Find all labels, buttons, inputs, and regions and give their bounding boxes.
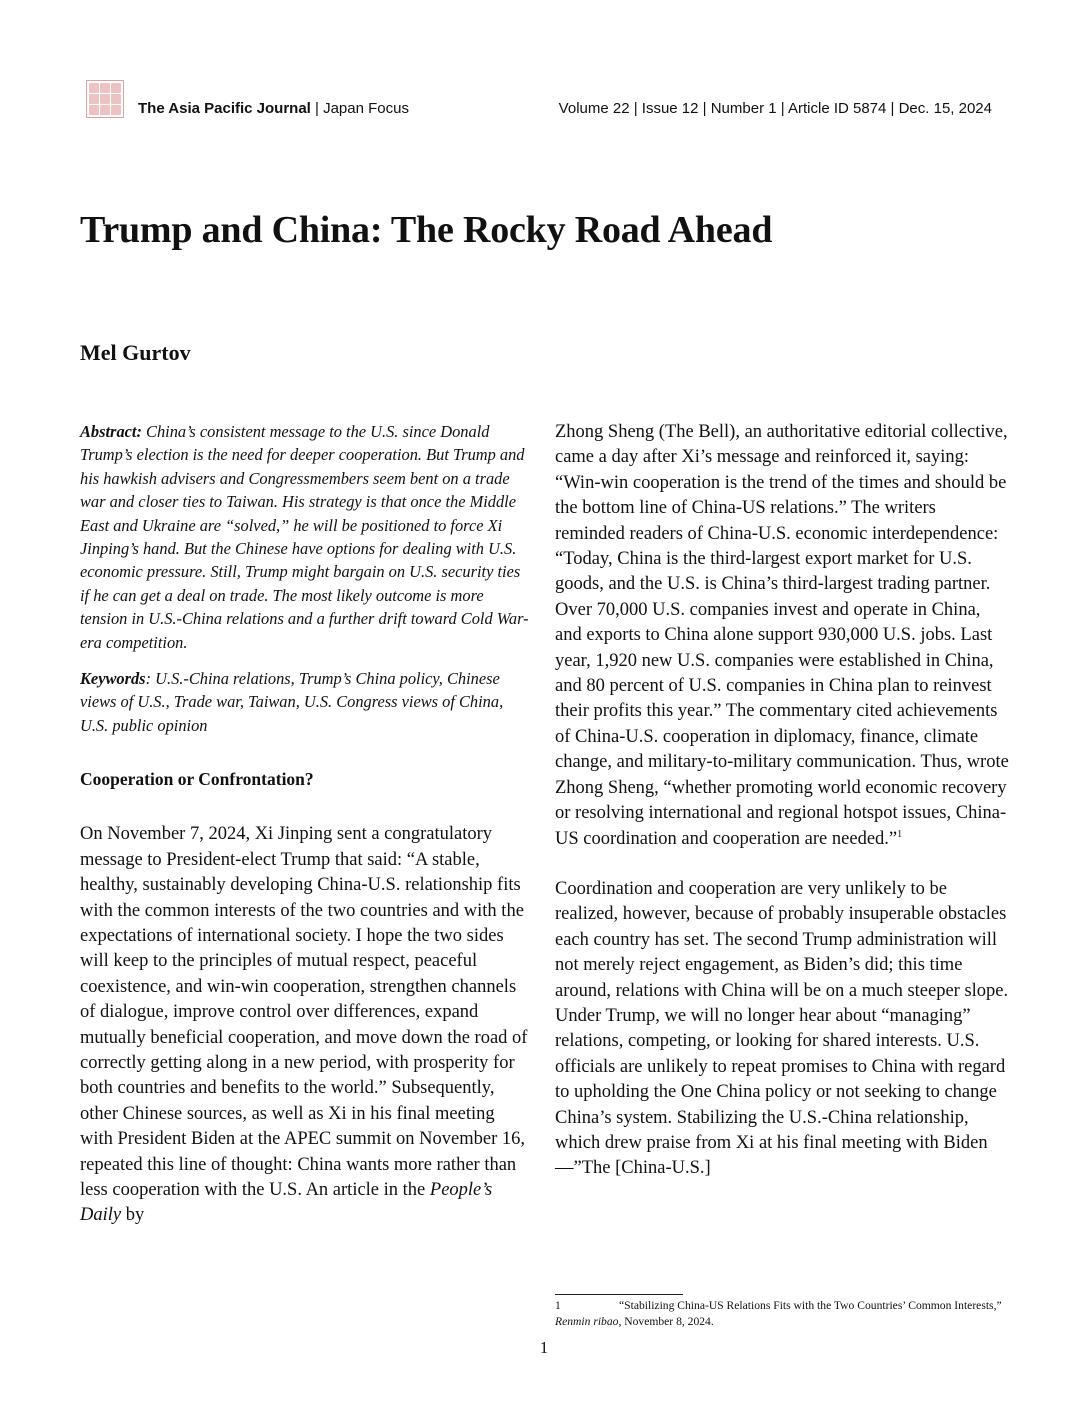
- footnote-reference[interactable]: 1: [897, 828, 903, 840]
- journal-name: [138, 100, 409, 117]
- abstract-label: Abstract:: [80, 422, 142, 441]
- abstract-text: China’s consistent message to the U.S. since Donald Trump’s election is the need for deeper cooperation. But Trump and his hawkish advisers and Congressmembers seem bent on a trade war and closer ties to Taiwan. His strategy is that once the Middle East and Ukraine are “solved,” he will be positioned to force Xi Jinping’s hand. But the Chinese have options for dealing with U.S. economic pressure. Still, Trump might bargain on U.S. security ties if he can get a deal on trade. The most likely outcome is more tension in U.S.-China relations and a further drift toward Cold War-era competition.: [80, 422, 529, 652]
- issue-info: Volume 22 | Issue 12 | Number 1 | Article ID 5874 | Dec. 15, 2024: [558, 100, 992, 117]
- footnote-text: “Stabilizing China-US Relations Fits with the Two Countries’ Common Interests,”: [619, 1299, 1002, 1312]
- article-title: Trump and China: The Rocky Road Ahead: [80, 209, 773, 251]
- body-paragraph: [80, 822, 532, 1229]
- journal-seal-logo-icon: [86, 80, 124, 118]
- right-column: [555, 420, 1010, 1182]
- keywords-text: : U.S.-China relations, Trump’s China policy, Chinese views of U.S., Trade war, Taiwan, U.S. Congress views of China, U.S. public opinion: [80, 669, 504, 735]
- journal-separator: |: [310, 100, 324, 117]
- footnote-text-end: , November 8, 2024.: [618, 1315, 714, 1328]
- section-heading: Cooperation or Confrontation?: [80, 769, 314, 790]
- journal-title: The Asia Pacific Journal: [138, 100, 311, 117]
- publication-name: People’s Daily: [80, 1179, 493, 1226]
- page-header: [86, 80, 992, 120]
- journal-subtitle: Japan Focus: [323, 100, 409, 117]
- abstract: [80, 420, 532, 654]
- body-text-end: by: [121, 1205, 145, 1226]
- page-number: 1: [539, 1338, 549, 1357]
- footnote-number: 1: [555, 1299, 561, 1312]
- body-paragraph: [555, 420, 1010, 852]
- keywords: [80, 667, 532, 737]
- left-column: [80, 420, 532, 1229]
- body-text: On November 7, 2024, Xi Jinping sent a congratulatory message to President-elect Trump that said: “A stable, healthy, sustainably developing China-U.S. relationship fits with the common interests of the two countries and with the expectations of international society. I hope the two sides will keep to the principles of mutual respect, peaceful coexistence, and win-win cooperation, strengthen channels of dialogue, improve control over differences, expand mutually beneficial cooperation, and move down the road of correctly getting along in a new period, with prosperity for both countries and benefits to the world.” Subsequently, other Chinese sources, as well as Xi in his final meeting with President Biden at the APEC summit on November 16, repeated this line of thought: China wants more rather than less cooperation with the U.S. An article in the: [80, 824, 528, 1200]
- article-author: Mel Gurtov: [80, 340, 191, 365]
- body-text: Zhong Sheng (The Bell), an authoritative editorial collective, came a day after Xi’s message and reinforced it, saying: “Win-win cooperation is the trend of the times and should be the bottom line of China-US relations.” The writers reminded readers of China-U.S. economic interdependence: “Today, China is the third-largest export market for U.S. goods, and the U.S. is China’s third-largest trading partner. Over 70,000 U.S. companies invest and operate in China, and exports to China alone support 930,000 U.S. jobs. Last year, 1,920 new U.S. companies were established in China, and 80 percent of U.S. companies in China plan to reinvest their profits this year.” The commentary cited achievements of China-U.S. cooperation in diplomacy, finance, climate change, and military-to-military communication. Thus, wrote Zhong Sheng, “whether promoting world economic recovery or resolving international and regional hotspot issues, China-US coordination and cooperation are needed.”: [555, 422, 1009, 849]
- body-paragraph: Coordination and cooperation are very unlikely to be realized, however, because of probably insuperable obstacles each country has set. The second Trump administration will not merely reject engagement, as Biden’s did; this time around, relations with China will be on a much steeper slope. Under Trump, we will no longer hear about “managing” relations, competing, or looking for shared interests. U.S. officials are unlikely to repeat promises to China with regard to upholding the One China policy or not seeking to change China’s system. Stabilizing the U.S.-China relationship, which drew praise from Xi at his final meeting with Biden—”The [China-U.S.]: [555, 878, 1009, 1179]
- footnote: [555, 1298, 1010, 1330]
- keywords-label: Keywords: [80, 669, 146, 689]
- footnote-source: Renmin ribao: [555, 1315, 619, 1328]
- footnote-divider: [555, 1294, 683, 1295]
